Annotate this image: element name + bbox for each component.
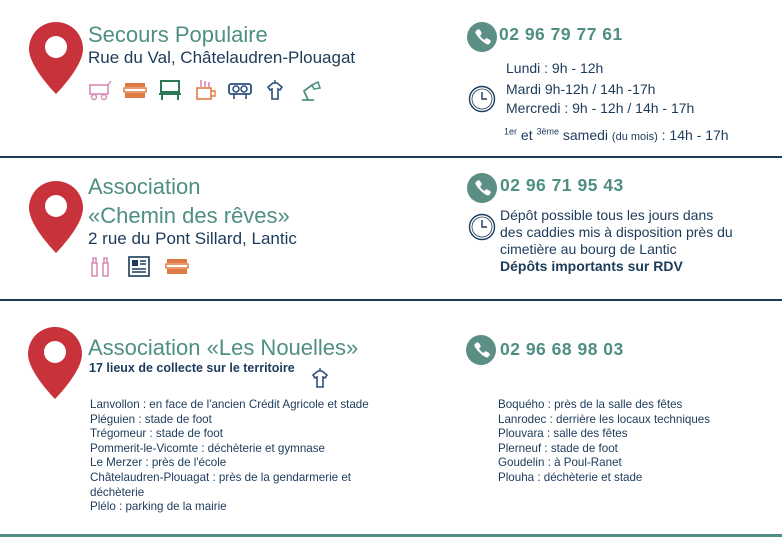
org-title-line1: Association	[88, 174, 201, 199]
org-address: 2 rue du Pont Sillard, Lantic	[88, 229, 297, 248]
section-divider	[0, 156, 782, 158]
newspaper-icon	[127, 255, 151, 277]
hours-et: et	[520, 127, 533, 143]
clock-icon	[468, 85, 496, 113]
drop-off-info	[500, 207, 733, 275]
org-title: Secours Populaire	[88, 22, 268, 47]
list-item: Pléguien : stade de foot	[90, 412, 212, 426]
accepted-items-icons	[88, 79, 322, 101]
drop-off-rdv: Dépôts importants sur RDV	[500, 258, 683, 274]
map-pin-icon	[29, 181, 83, 253]
list-item: Trégomeur : stade de foot	[90, 427, 223, 441]
list-item: Plerneuf : stade de foot	[498, 441, 618, 455]
phone-icon	[467, 173, 497, 203]
accepted-items-icons	[89, 255, 189, 277]
map-pin-icon	[29, 22, 83, 94]
camera-projector-icon	[228, 79, 252, 101]
list-item: Lanvollon : en face de l'ancien Crédit Agricole et stade	[90, 398, 369, 411]
hours-wednesday: Mercredi : 9h - 12h / 14h - 17h	[506, 100, 695, 116]
bottles-icon	[89, 255, 113, 277]
phone-icon	[467, 22, 497, 52]
toy-cart-icon	[88, 79, 112, 101]
org-address: Rue du Val, Châtelaudren-Plouagat	[88, 48, 356, 67]
org-title-line2: «Chemin des rêves»	[88, 203, 290, 228]
hours-tuesday: Mardi 9h-12h / 14h -17h	[506, 81, 656, 97]
clothes-icon	[263, 79, 287, 101]
list-item: Lanrodec : derrière les locaux techniques	[498, 412, 711, 426]
list-item: déchèterie	[90, 485, 145, 499]
section-divider	[0, 534, 782, 537]
hours-sup-first: 1er	[504, 126, 518, 137]
hours-time: : 14h - 17h	[661, 127, 729, 143]
drop-off-info-line: des caddies mis à disposition près du	[500, 224, 733, 240]
hours-monday: Lundi : 9h - 12h	[506, 60, 604, 76]
hours-saturday	[504, 125, 729, 147]
kitchen-utensils-icon	[193, 79, 217, 101]
computer-desk-icon	[158, 79, 182, 101]
lamp-icon	[298, 79, 322, 101]
org-subtitle: 17 lieux de collecte sur le territoire	[89, 361, 295, 375]
list-item: Plélo : parking de la mairie	[90, 500, 227, 514]
phone-icon	[466, 335, 496, 365]
list-item: Châtelaudren-Plouagat : près de la gendarmerie et	[90, 470, 352, 484]
hours-samedi: samedi	[562, 127, 609, 143]
hours-sup-third: 3ème	[536, 126, 559, 137]
list-item: Boquého : près de la salle des fêtes	[498, 398, 683, 411]
phone-number[interactable]: 02 96 68 98 03	[500, 339, 624, 359]
list-item: Goudelin : à Poul-Ranet	[498, 456, 622, 470]
books-icon	[165, 255, 189, 277]
list-item: Pommerit-le-Vicomte : déchèterie et gymnase	[90, 441, 325, 455]
list-item: Plouha : déchèterie et stade	[498, 470, 643, 484]
list-item: Le Merzer : près de l'école	[90, 456, 227, 470]
drop-off-info-line: Dépôt possible tous les jours dans	[500, 207, 714, 223]
phone-number[interactable]: 02 96 71 95 43	[500, 175, 624, 195]
books-icon	[123, 79, 147, 101]
clothes-icon	[308, 367, 332, 389]
drop-off-info-line: cimetière au bourg de Lantic	[500, 241, 677, 257]
hours-du-mois: (du mois)	[611, 131, 658, 143]
collection-points-right	[498, 398, 710, 486]
collection-points-left	[90, 398, 369, 515]
map-pin-icon	[28, 327, 82, 399]
phone-number[interactable]: 02 96 79 77 61	[499, 24, 623, 44]
org-title: Association «Les Nouelles»	[88, 335, 359, 360]
clock-icon	[468, 213, 496, 241]
list-item: Plouvara : salle des fêtes	[498, 427, 628, 441]
section-divider	[0, 299, 782, 301]
